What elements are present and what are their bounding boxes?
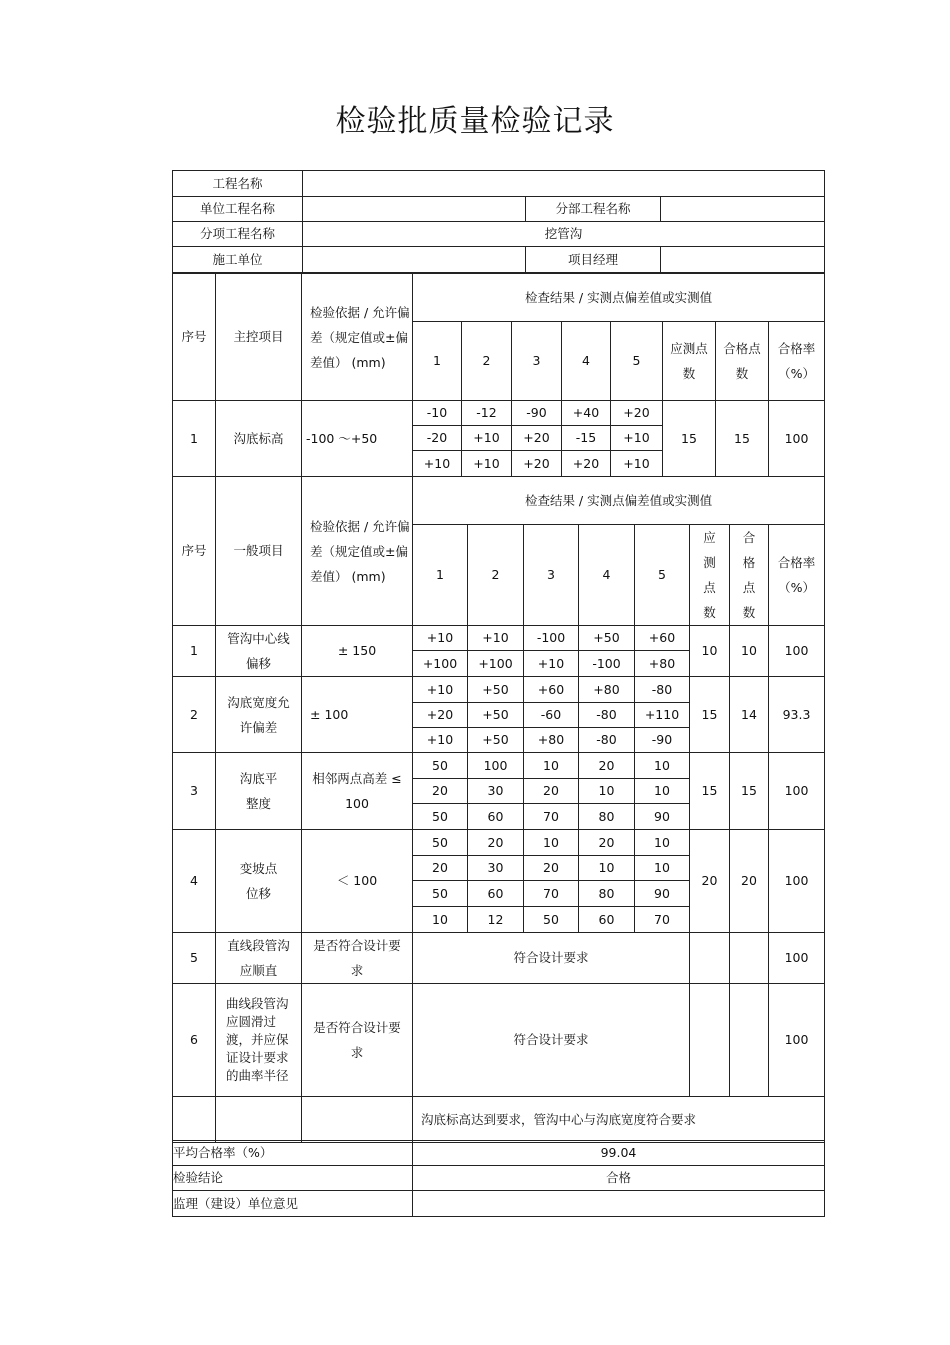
main-should-header: 应测点数 — [663, 322, 716, 401]
general-row-pass — [730, 933, 769, 984]
general-value: +60 — [635, 626, 690, 651]
summary-text: 沟底标高达到要求，管沟中心与沟底宽度符合要求 — [413, 1097, 825, 1143]
unit-project-value — [303, 197, 526, 222]
general-value: 20 — [468, 830, 524, 856]
general-value: +10 — [413, 626, 468, 651]
general-row-basis: 是否符合设计要求 — [302, 984, 413, 1097]
general-value: 10 — [635, 856, 690, 881]
page-title: 检验批质量检验记录 — [335, 104, 615, 139]
general-value: +50 — [468, 728, 524, 753]
main-value: -12 — [462, 401, 512, 426]
footer-table — [172, 1140, 825, 1217]
general-row-should: 20 — [690, 830, 730, 933]
main-point-5: 5 — [611, 322, 663, 401]
general-value: 70 — [524, 804, 579, 830]
general-row-pass — [730, 984, 769, 1097]
general-value: +60 — [524, 677, 579, 703]
general-value: 50 — [413, 804, 468, 830]
general-value: +80 — [579, 677, 635, 703]
general-value: 10 — [524, 830, 579, 856]
general-value: 12 — [468, 907, 524, 933]
summary-empty-cell — [216, 1097, 302, 1143]
general-value: 20 — [524, 856, 579, 881]
general-row-rate: 100 — [769, 984, 825, 1097]
general-row-rate: 100 — [769, 626, 825, 677]
conclusion-label: 检验结论 — [173, 1166, 413, 1191]
general-value: +20 — [413, 703, 468, 728]
general-row-basis: ± 150 — [302, 626, 413, 677]
general-row-should — [690, 933, 730, 984]
general-rate-header: 合格率（%） — [769, 525, 825, 626]
general-value: -80 — [635, 677, 690, 703]
general-value: 10 — [635, 753, 690, 779]
general-row-should: 15 — [690, 677, 730, 753]
general-value: +100 — [468, 651, 524, 677]
main-row-rate: 100 — [769, 401, 825, 477]
contractor-label: 施工单位 — [173, 247, 303, 273]
general-row-pass: 14 — [730, 677, 769, 753]
division-value — [661, 197, 825, 222]
main-value: +20 — [611, 401, 663, 426]
general-row-name: 曲线段管沟应圆滑过渡，并应保证设计要求的曲率半径 — [216, 984, 302, 1097]
general-value: -80 — [579, 703, 635, 728]
main-value: +20 — [512, 426, 562, 451]
general-value: 90 — [635, 881, 690, 907]
general-should-header: 应测点数 — [690, 525, 730, 626]
main-value: +10 — [413, 451, 462, 477]
general-row-rate: 100 — [769, 933, 825, 984]
general-value: 50 — [524, 907, 579, 933]
supervisor-value — [413, 1191, 825, 1217]
general-value: +50 — [468, 677, 524, 703]
general-row-basis: ＜ 100 — [302, 830, 413, 933]
main-row-pass: 15 — [716, 401, 769, 477]
general-value: 30 — [468, 779, 524, 804]
header-info-table — [172, 170, 825, 273]
general-value: 20 — [579, 830, 635, 856]
general-row-rate: 100 — [769, 753, 825, 830]
main-value: -90 — [512, 401, 562, 426]
general-row-seq: 2 — [173, 677, 216, 753]
general-value: +80 — [635, 651, 690, 677]
main-value: -10 — [413, 401, 462, 426]
general-value: +100 — [413, 651, 468, 677]
avg-rate-value: 99.04 — [413, 1141, 825, 1166]
general-row-result: 符合设计要求 — [413, 984, 690, 1097]
main-row-basis: -100 ～+50 — [302, 401, 413, 477]
general-row-seq: 3 — [173, 753, 216, 830]
summary-empty-cell — [173, 1097, 216, 1143]
general-value: +10 — [468, 626, 524, 651]
general-row-seq: 4 — [173, 830, 216, 933]
general-basis-header: 检验依据 / 允许偏差（规定值或±偏差值） (mm) — [302, 477, 413, 626]
general-row-pass: 20 — [730, 830, 769, 933]
general-value: 100 — [468, 753, 524, 779]
general-seq-header: 序号 — [173, 477, 216, 626]
general-value: +10 — [413, 677, 468, 703]
general-point-3: 3 — [524, 525, 579, 626]
sub-item-value: 挖管沟 — [303, 222, 825, 247]
general-row-name: 直线段管沟应顺直 — [216, 933, 302, 984]
main-value: -15 — [562, 426, 611, 451]
general-point-5: 5 — [635, 525, 690, 626]
main-point-2: 2 — [462, 322, 512, 401]
main-seq-header: 序号 — [173, 274, 216, 401]
main-items-table — [172, 273, 825, 477]
general-value: +50 — [579, 626, 635, 651]
contractor-value — [303, 247, 526, 273]
general-row-result: 符合设计要求 — [413, 933, 690, 984]
general-row-basis: ± 100 — [302, 677, 413, 753]
main-pass-header: 合格点数 — [716, 322, 769, 401]
main-item-header: 主控项目 — [216, 274, 302, 401]
general-point-4: 4 — [579, 525, 635, 626]
main-value: +10 — [462, 426, 512, 451]
general-row-basis: 是否符合设计要求 — [302, 933, 413, 984]
summary-empty-cell — [302, 1097, 413, 1143]
project-name-label: 工程名称 — [173, 171, 303, 197]
general-row-name: 管沟中心线偏移 — [216, 626, 302, 677]
general-value: -100 — [524, 626, 579, 651]
general-value: -80 — [579, 728, 635, 753]
general-row-should: 10 — [690, 626, 730, 677]
general-value: +80 — [524, 728, 579, 753]
avg-rate-label: 平均合格率（%） — [173, 1141, 413, 1166]
pm-label: 项目经理 — [526, 247, 661, 273]
general-row-seq: 1 — [173, 626, 216, 677]
general-value: 30 — [468, 856, 524, 881]
general-row-seq: 6 — [173, 984, 216, 1097]
general-row-name: 变坡点位移 — [216, 830, 302, 933]
general-value: 50 — [413, 881, 468, 907]
general-value: 50 — [413, 830, 468, 856]
main-row-name: 沟底标高 — [216, 401, 302, 477]
sub-item-label: 分项工程名称 — [173, 222, 303, 247]
general-value: 10 — [413, 907, 468, 933]
general-value: -90 — [635, 728, 690, 753]
general-value: 70 — [524, 881, 579, 907]
main-value: +20 — [562, 451, 611, 477]
general-row-name: 沟底平整度 — [216, 753, 302, 830]
general-point-2: 2 — [468, 525, 524, 626]
general-value: 10 — [524, 753, 579, 779]
general-value: -60 — [524, 703, 579, 728]
main-value: +10 — [462, 451, 512, 477]
general-value: 20 — [524, 779, 579, 804]
main-value: +20 — [512, 451, 562, 477]
main-point-4: 4 — [562, 322, 611, 401]
supervisor-label: 监理（建设）单位意见 — [173, 1191, 413, 1217]
general-value: +10 — [413, 728, 468, 753]
general-row-rate: 100 — [769, 830, 825, 933]
general-row-should — [690, 984, 730, 1097]
main-point-1: 1 — [413, 322, 462, 401]
main-basis-header: 检验依据 / 允许偏差（规定值或±偏差值） (mm) — [302, 274, 413, 401]
general-value: 60 — [468, 804, 524, 830]
general-row-seq: 5 — [173, 933, 216, 984]
main-rate-header: 合格率（%） — [769, 322, 825, 401]
conclusion-value: 合格 — [413, 1166, 825, 1191]
general-row-pass: 15 — [730, 753, 769, 830]
general-value: 80 — [579, 804, 635, 830]
main-value: +10 — [611, 451, 663, 477]
general-result-header: 检查结果 / 实测点偏差值或实测值 — [413, 477, 825, 525]
project-name-value — [303, 171, 825, 197]
main-row-should: 15 — [663, 401, 716, 477]
general-item-header: 一般项目 — [216, 477, 302, 626]
main-row-seq: 1 — [173, 401, 216, 477]
main-point-3: 3 — [512, 322, 562, 401]
general-row-name: 沟底宽度允许偏差 — [216, 677, 302, 753]
general-value: +110 — [635, 703, 690, 728]
main-result-header: 检查结果 / 实测点偏差值或实测值 — [413, 274, 825, 322]
general-pass-header: 合格点数 — [730, 525, 769, 626]
general-value: 60 — [468, 881, 524, 907]
general-value: -100 — [579, 651, 635, 677]
main-value: -20 — [413, 426, 462, 451]
general-point-1: 1 — [413, 525, 468, 626]
general-value: 80 — [579, 881, 635, 907]
general-value: 10 — [635, 830, 690, 856]
unit-project-label: 单位工程名称 — [173, 197, 303, 222]
general-value: +10 — [524, 651, 579, 677]
main-value: +40 — [562, 401, 611, 426]
general-items-table — [172, 476, 825, 1143]
general-value: 90 — [635, 804, 690, 830]
general-value: 20 — [579, 753, 635, 779]
general-value: 10 — [579, 856, 635, 881]
general-row-pass: 10 — [730, 626, 769, 677]
general-value: 20 — [413, 779, 468, 804]
general-value: 60 — [579, 907, 635, 933]
general-value: 10 — [635, 779, 690, 804]
general-row-basis: 相邻两点高差 ≤ 100 — [302, 753, 413, 830]
general-value: +50 — [468, 703, 524, 728]
pm-value — [661, 247, 825, 273]
general-row-should: 15 — [690, 753, 730, 830]
general-value: 10 — [579, 779, 635, 804]
general-value: 20 — [413, 856, 468, 881]
main-value: +10 — [611, 426, 663, 451]
general-value: 50 — [413, 753, 468, 779]
general-row-rate: 93.3 — [769, 677, 825, 753]
division-label: 分部工程名称 — [526, 197, 661, 222]
general-value: 70 — [635, 907, 690, 933]
